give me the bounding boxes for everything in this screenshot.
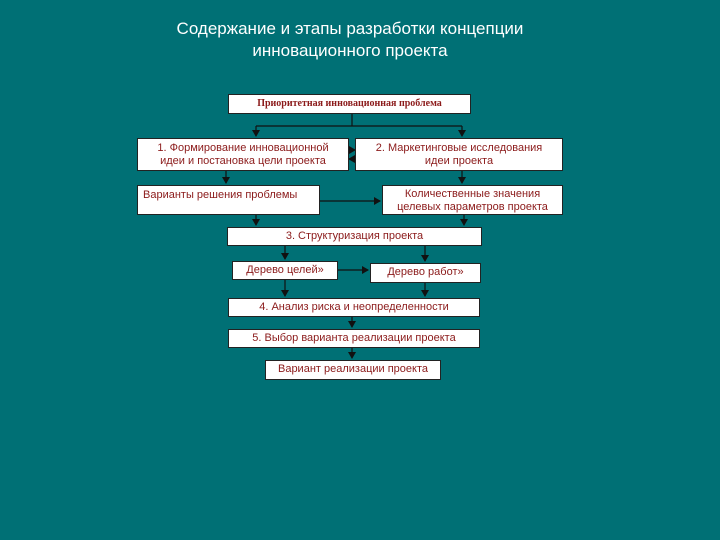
priority-problem-box: [228, 94, 471, 114]
solution-variants-box: [137, 185, 320, 215]
step3-box: [227, 227, 482, 246]
target-values-line2: целевых параметров проекта: [397, 201, 548, 213]
step1-box: [137, 138, 349, 171]
step2-box: [355, 138, 563, 171]
solution-variants-label: Варианты решения проблемы: [143, 189, 298, 201]
step1-label-line1: 1. Формирование инновационной: [157, 142, 329, 154]
step3-label: 3. Структуризация проекта: [285, 230, 424, 242]
slide-title-line2: инновационного проекта: [252, 41, 448, 60]
step4-box: [228, 298, 480, 317]
step4-label: 4. Анализ риска и неопределенности: [259, 301, 449, 313]
step1-label-line2: идеи и постановка цели проекта: [160, 155, 326, 167]
target-values-box: [382, 185, 563, 215]
step2-label-line1: 2. Маркетинговые исследования: [375, 142, 543, 154]
priority-problem-label: Приоритетная инновационная проблема: [257, 98, 442, 109]
works-tree-box: [370, 263, 481, 283]
works-tree-label: Дерево работ»: [387, 266, 464, 278]
goals-tree-label: Дерево целей»: [246, 264, 324, 276]
slide-title-line1: Содержание и этапы разработки концепции: [176, 19, 524, 38]
step5-box: [228, 329, 480, 348]
step5-label: 5. Выбор варианта реализации проекта: [252, 332, 456, 344]
goals-tree-box: [232, 261, 338, 280]
step2-label-line2: идеи проекта: [424, 155, 494, 167]
implementation-variant-label: Вариант реализации проекта: [277, 363, 428, 375]
implementation-variant-box: [265, 360, 441, 380]
target-values-line1: Количественные значения: [404, 188, 541, 200]
